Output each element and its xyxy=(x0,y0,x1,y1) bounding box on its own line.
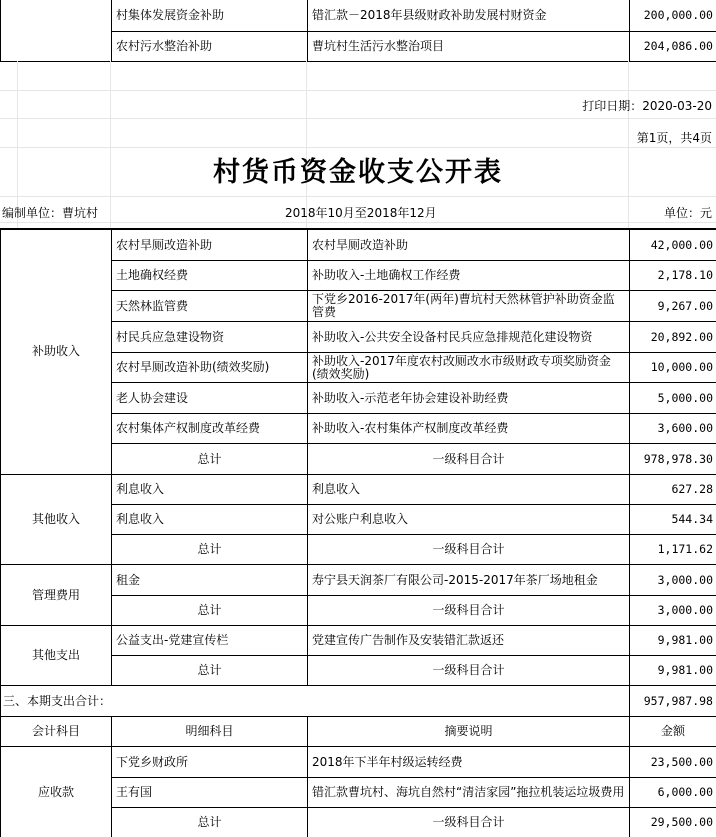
detail-cell: 老人协会建设 xyxy=(112,383,308,414)
amount-cell: 200,000.00 xyxy=(630,0,716,32)
category-cell xyxy=(1,0,112,62)
total-amount: 3,000.00 xyxy=(630,596,716,626)
total-label: 总计 xyxy=(112,444,308,475)
unit-label: 编制单位：曹坑村 xyxy=(2,206,99,220)
desc-cell: 补助收入-农村集体产权制度改革经费 xyxy=(308,414,630,444)
category-cell: 其他支出 xyxy=(1,626,112,686)
amount-cell: 627.28 xyxy=(630,475,716,505)
category-cell: 补助收入 xyxy=(1,230,112,475)
desc-cell: 2018年下半年村级运转经费 xyxy=(308,747,630,778)
amount-cell: 544.34 xyxy=(630,505,716,535)
desc-cell: 曹坑村生活污水整治项目 xyxy=(308,32,630,62)
desc-cell: 农村旱厕改造补助 xyxy=(308,230,630,261)
detail-cell: 公益支出-党建宣传栏 xyxy=(112,626,308,656)
amount-cell: 204,086.00 xyxy=(630,32,716,62)
main-table xyxy=(0,229,716,837)
desc-cell: 寿宁县天润茶厂有限公司-2015-2017年茶厂场地租金 xyxy=(308,565,630,596)
desc-cell: 补助收入-公共安全设备村民兵应急排规范化建设物资 xyxy=(308,322,630,353)
detail-cell: 利息收入 xyxy=(112,505,308,535)
total-label: 总计 xyxy=(112,535,308,565)
total-label: 总计 xyxy=(112,808,308,837)
category-cell: 管理费用 xyxy=(1,565,112,626)
detail-cell: 租金 xyxy=(112,565,308,596)
total-label: 总计 xyxy=(112,656,308,686)
print-date: 打印日期：2020-03-20 xyxy=(582,99,712,113)
category-cell: 其他收入 xyxy=(1,475,112,565)
amount-cell: 6,000.00 xyxy=(630,778,716,808)
detail-cell: 下党乡财政所 xyxy=(112,747,308,778)
desc-cell: 对公账户利息收入 xyxy=(308,505,630,535)
amount-cell: 3,000.00 xyxy=(630,565,716,596)
header-amount: 金额 xyxy=(630,717,716,747)
header-account: 会计科目 xyxy=(1,717,112,747)
total-desc: 一级科目合计 xyxy=(308,444,630,475)
amount-cell: 5,000.00 xyxy=(630,383,716,414)
amount-cell: 9,981.00 xyxy=(630,626,716,656)
detail-cell: 农村旱厕改造补助 xyxy=(112,230,308,261)
amount-cell: 3,600.00 xyxy=(630,414,716,444)
detail-cell: 天然林监管费 xyxy=(112,291,308,322)
detail-cell: 村集体发展资金补助 xyxy=(112,0,308,32)
header-desc: 摘要说明 xyxy=(308,717,630,747)
currency-unit: 单位：元 xyxy=(663,206,712,220)
page-info: 第1页，共4页 xyxy=(636,131,712,145)
total-desc: 一级科目合计 xyxy=(308,535,630,565)
detail-cell: 农村旱厕改造补助(绩效奖励) xyxy=(112,353,308,383)
detail-cell: 利息收入 xyxy=(112,475,308,505)
header-detail: 明细科目 xyxy=(112,717,308,747)
expense-total-label: 三、本期支出合计： xyxy=(1,686,630,717)
amount-cell: 23,500.00 xyxy=(630,747,716,778)
top-table xyxy=(0,0,716,62)
desc-cell: 利息收入 xyxy=(308,475,630,505)
desc-cell: 补助收入-土地确权工作经费 xyxy=(308,261,630,291)
total-desc: 一级科目合计 xyxy=(308,808,630,837)
total-desc: 一级科目合计 xyxy=(308,656,630,686)
detail-cell: 土地确权经费 xyxy=(112,261,308,291)
page-title: 村货币资金收支公开表 xyxy=(213,157,503,188)
category-cell: 应收款 xyxy=(1,747,112,837)
amount-cell: 10,000.00 xyxy=(630,353,716,383)
desc-cell: 错汇款曹坑村、海坑自然村“清洁家园”拖拉机装运垃圾费用 xyxy=(308,778,630,808)
amount-cell: 2,178.10 xyxy=(630,261,716,291)
total-desc: 一级科目合计 xyxy=(308,596,630,626)
total-amount: 978,978.30 xyxy=(630,444,716,475)
desc-cell: 补助收入-2017年度农村改厕改水市级财政专项奖励资金(绩效奖励) xyxy=(308,353,630,383)
desc-cell: 党建宣传广告制作及安装错汇款返还 xyxy=(308,626,630,656)
total-amount: 29,500.00 xyxy=(630,808,716,837)
detail-cell: 农村集体产权制度改革经费 xyxy=(112,414,308,444)
expense-total-amount: 957,987.98 xyxy=(630,686,716,717)
desc-cell: 错汇款－2018年县级财政补助发展村财资金 xyxy=(308,0,630,32)
total-amount: 1,171.62 xyxy=(630,535,716,565)
period-label: 2018年10月至2018年12月 xyxy=(285,206,437,220)
amount-cell: 42,000.00 xyxy=(630,230,716,261)
desc-cell: 补助收入-示范老年协会建设补助经费 xyxy=(308,383,630,414)
total-label: 总计 xyxy=(112,596,308,626)
detail-cell: 村民兵应急建设物资 xyxy=(112,322,308,353)
detail-cell: 农村污水整治补助 xyxy=(112,32,308,62)
amount-cell: 20,892.00 xyxy=(630,322,716,353)
detail-cell: 王有国 xyxy=(112,778,308,808)
desc-cell: 下党乡2016-2017年(两年)曹坑村天然林管护补助资金监管费 xyxy=(308,291,630,322)
amount-cell: 9,267.00 xyxy=(630,291,716,322)
total-amount: 9,981.00 xyxy=(630,656,716,686)
